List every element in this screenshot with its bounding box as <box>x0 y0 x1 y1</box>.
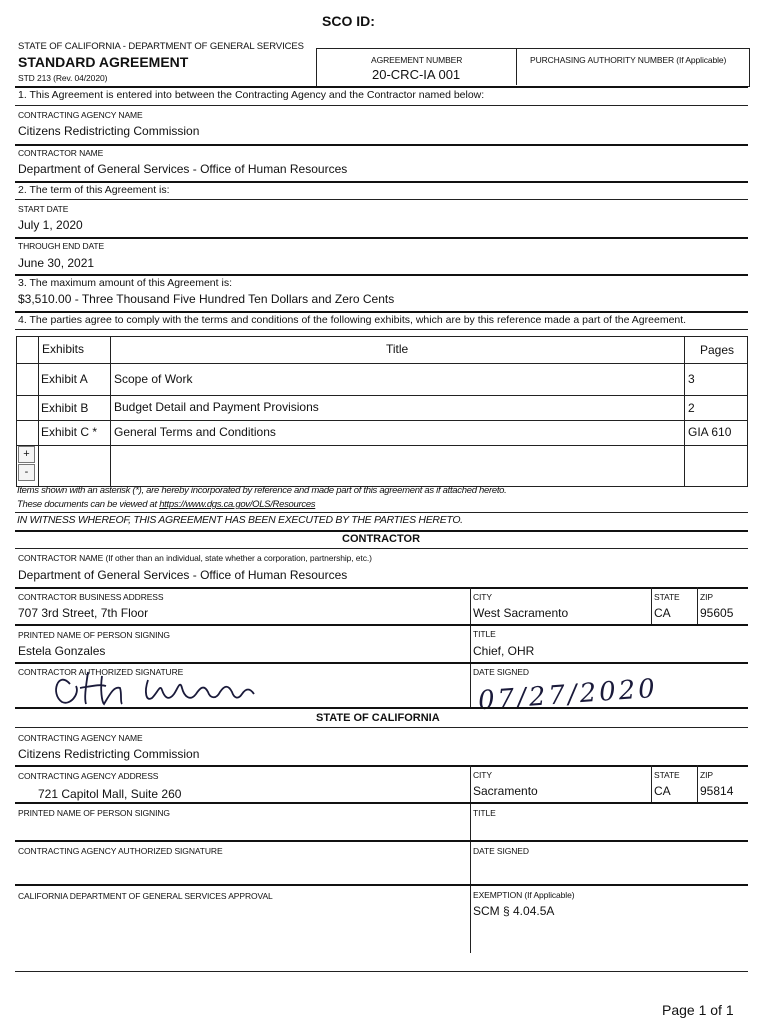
remove-row-button[interactable]: - <box>18 464 35 481</box>
exhibit-pages-cell[interactable]: 3 <box>688 372 695 386</box>
contractor-title-value[interactable]: Chief, OHR <box>473 644 535 658</box>
exhibit-title-cell[interactable]: Scope of Work <box>114 372 193 386</box>
state-date-signed-label: DATE SIGNED <box>473 846 529 856</box>
contractor-name-value[interactable]: Department of General Services - Office of Human Resources <box>18 162 348 176</box>
page-number: Page 1 of 1 <box>662 1002 734 1018</box>
contractor-name-label: CONTRACTOR NAME <box>18 148 104 158</box>
contractor-title-label: TITLE <box>473 629 496 639</box>
documents-note <box>17 499 315 510</box>
sco-id-label: SCO ID: <box>322 13 375 29</box>
state-city-label: CITY <box>473 770 492 780</box>
start-date-value[interactable]: July 1, 2020 <box>18 218 83 232</box>
department-name: STATE OF CALIFORNIA - DEPARTMENT OF GENERAL SERVICES <box>18 41 304 52</box>
contracting-agency-value[interactable]: Citizens Redistricting Commission <box>18 124 200 138</box>
contractor-city-label: CITY <box>473 592 492 602</box>
contractor-date-signed-label: DATE SIGNED <box>473 667 529 677</box>
witness-statement: IN WITNESS WHEREOF, THIS AGREEMENT HAS BEEN EXECUTED BY THE PARTIES HERETO. <box>17 514 463 526</box>
exhibit-pages-cell[interactable]: GIA 610 <box>688 425 732 439</box>
exhibit-cell[interactable]: Exhibit A <box>41 372 88 386</box>
contractor-printed-name-value[interactable]: Estela Gonzales <box>18 644 106 658</box>
contractor-address-label: CONTRACTOR BUSINESS ADDRESS <box>18 592 164 602</box>
section-4-text: 4. The parties agree to comply with the terms and conditions of the following exhibits, which are by this reference made a part of the Agreement. <box>18 314 687 326</box>
contractor-heading: CONTRACTOR <box>342 533 421 545</box>
column-header-exhibits: Exhibits <box>42 342 85 356</box>
documents-note-prefix: These documents can be viewed at <box>17 499 160 510</box>
dgs-approval-label: CALIFORNIA DEPARTMENT OF GENERAL SERVICES APPROVAL <box>18 891 273 901</box>
state-agency-address-value[interactable]: 721 Capitol Mall, Suite 260 <box>38 787 182 801</box>
end-date-value[interactable]: June 30, 2021 <box>18 256 95 270</box>
contractor-state-label: STATE <box>654 592 680 602</box>
contractor-zip-label: ZIP <box>700 592 713 602</box>
exhibit-title-cell[interactable]: Budget Detail and Payment Provisions <box>114 400 319 414</box>
contracting-agency-label: CONTRACTING AGENCY NAME <box>18 110 143 120</box>
contractor-address-value[interactable]: 707 3rd Street, 7th Floor <box>18 606 149 620</box>
state-city-value[interactable]: Sacramento <box>473 784 538 798</box>
state-agency-name-label: CONTRACTING AGENCY NAME <box>18 733 143 743</box>
column-header-pages: Pages <box>700 343 735 357</box>
agreement-number-value[interactable]: 20-CRC-IA 001 <box>372 67 461 82</box>
state-state-value[interactable]: CA <box>654 784 671 798</box>
column-header-title: Title <box>386 342 409 356</box>
max-amount-value[interactable]: $3,510.00 - Three Thousand Five Hundred Ten Dollars and Zero Cents <box>18 292 395 306</box>
state-printed-name-label: PRINTED NAME OF PERSON SIGNING <box>18 808 170 818</box>
exhibit-title-cell[interactable]: General Terms and Conditions <box>114 425 276 439</box>
contractor-date-signed-value[interactable]: 07/27/2020 <box>477 673 659 717</box>
end-date-label: THROUGH END DATE <box>18 241 105 251</box>
exemption-value[interactable]: SCM § 4.04.5A <box>473 904 555 918</box>
form-revision: STD 213 (Rev. 04/2020) <box>18 73 108 83</box>
section-2-text: 2. The term of this Agreement is: <box>18 184 170 196</box>
form-title: STANDARD AGREEMENT <box>18 54 189 70</box>
contractor-city-value[interactable]: West Sacramento <box>473 606 569 620</box>
exhibit-pages-cell[interactable]: 2 <box>688 401 695 415</box>
state-agency-address-label: CONTRACTING AGENCY ADDRESS <box>18 771 159 781</box>
exemption-label: EXEMPTION (If Applicable) <box>473 890 575 900</box>
state-title-label: TITLE <box>473 808 496 818</box>
resources-link[interactable]: https://www.dgs.ca.gov/OLS/Resources <box>159 499 316 510</box>
contractor-name-value[interactable]: Department of General Services - Office of Human Resources <box>18 568 348 582</box>
contractor-name-label: CONTRACTOR NAME (If other than an individual, state whether a corporation, partnership, etc.) <box>18 553 372 563</box>
exhibit-cell[interactable]: Exhibit B <box>41 401 89 415</box>
section-1-text: 1. This Agreement is entered into between the Contracting Agency and the Contractor named below: <box>18 89 485 101</box>
agreement-number-label: AGREEMENT NUMBER <box>371 55 463 65</box>
purchasing-authority-label: PURCHASING AUTHORITY NUMBER (If Applicable) <box>530 55 727 65</box>
contractor-printed-name-label: PRINTED NAME OF PERSON SIGNING <box>18 630 170 640</box>
state-zip-label: ZIP <box>700 770 713 780</box>
state-signature-label: CONTRACTING AGENCY AUTHORIZED SIGNATURE <box>18 846 223 856</box>
contractor-signature[interactable] <box>40 664 280 709</box>
contractor-signature-label: CONTRACTOR AUTHORIZED SIGNATURE <box>18 667 184 677</box>
contractor-state-value[interactable]: CA <box>654 606 671 620</box>
state-state-label: STATE <box>654 770 680 780</box>
exhibit-cell[interactable]: Exhibit C * <box>41 425 98 439</box>
start-date-label: START DATE <box>18 204 69 214</box>
state-agency-name-value[interactable]: Citizens Redistricting Commission <box>18 747 200 761</box>
add-row-button[interactable]: + <box>18 446 35 463</box>
state-heading: STATE OF CALIFORNIA <box>316 712 440 724</box>
contractor-zip-value[interactable]: 95605 <box>700 606 734 620</box>
section-3-text: 3. The maximum amount of this Agreement is: <box>18 277 232 289</box>
asterisk-note: Items shown with an asterisk (*), are hereby incorporated by reference and made part of this agreement as if attached hereto. <box>17 485 507 496</box>
state-zip-value[interactable]: 95814 <box>700 784 734 798</box>
